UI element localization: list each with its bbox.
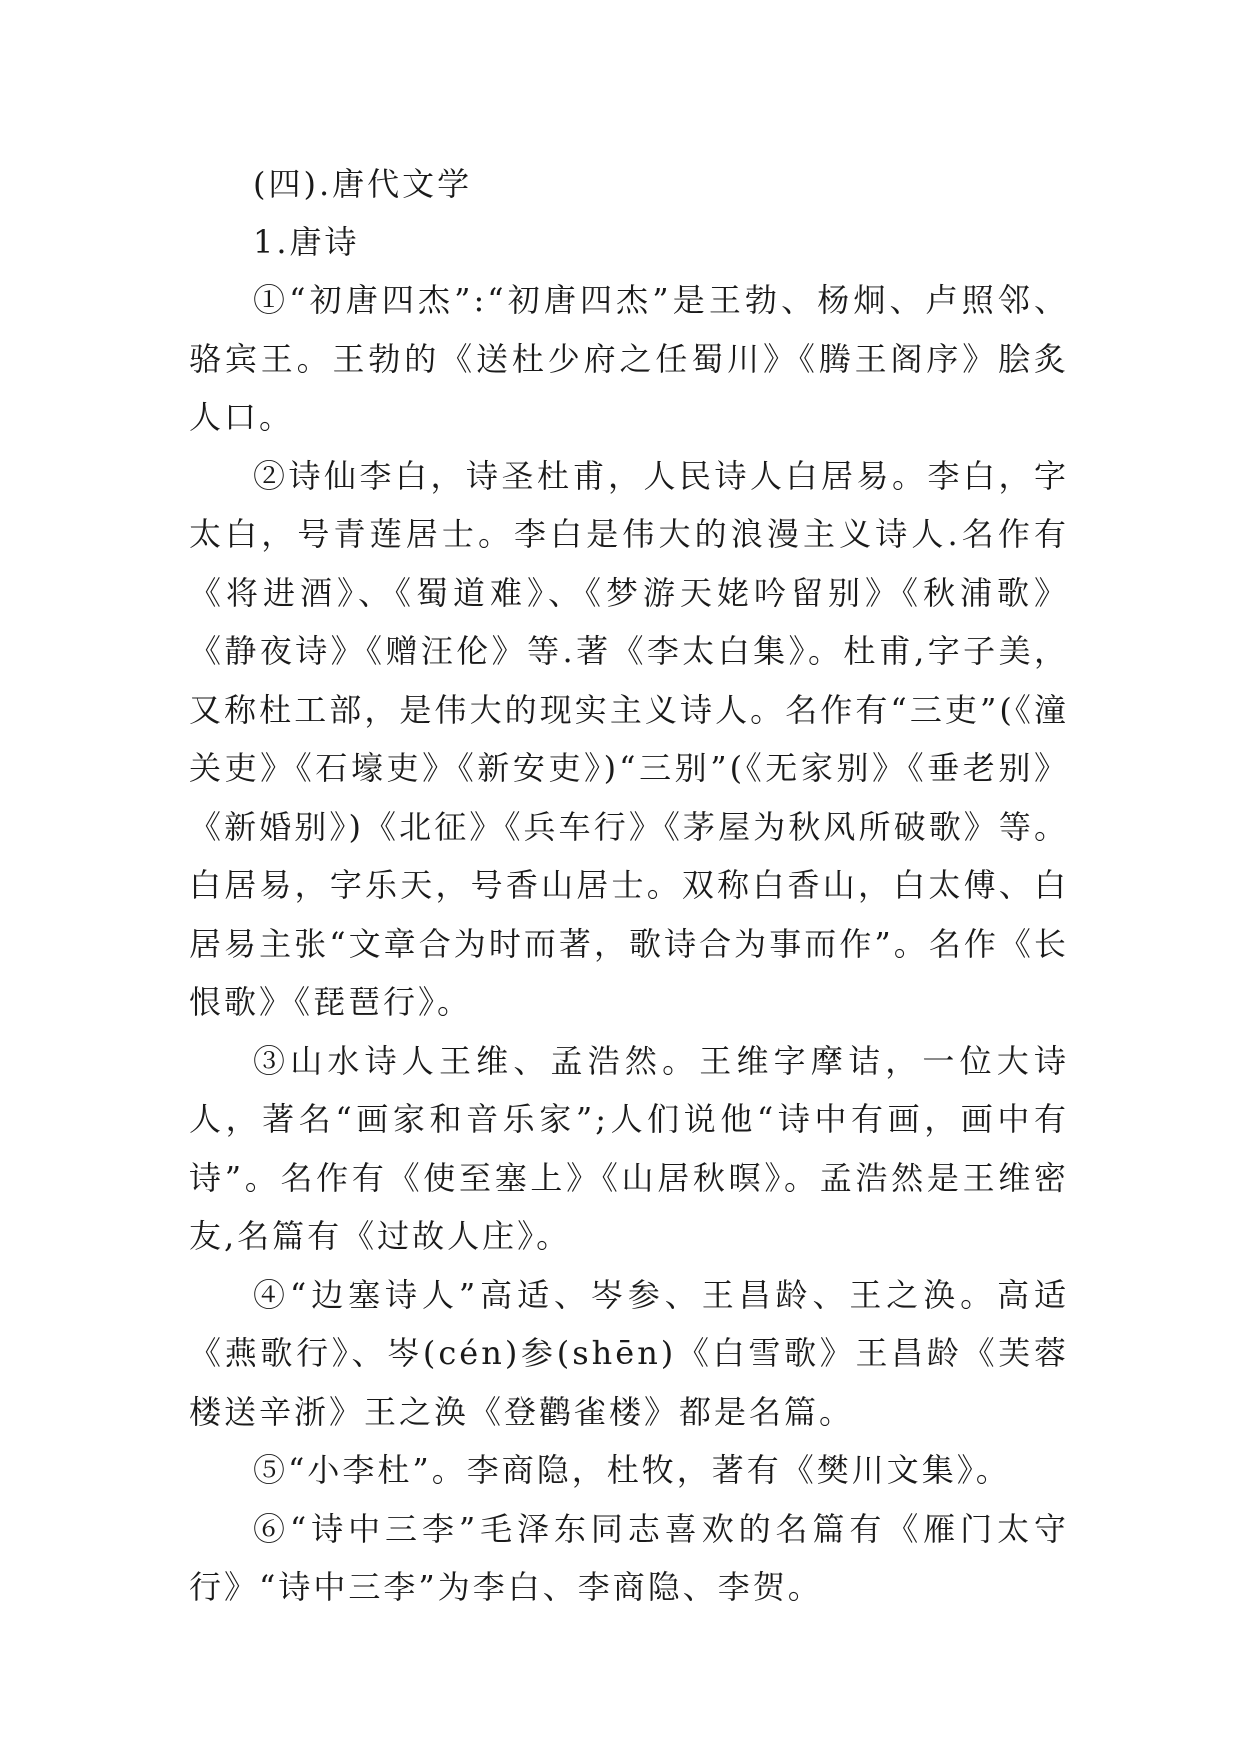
paragraph-6: ⑥“诗中三李”毛泽东同志喜欢的名篇有《雁门太守行》“诗中三李”为李白、李商隐、李贺。 [189,1509,1069,1606]
paragraph-5: ⑤“小李杜”。李商隐，杜牧，著有《樊川文集》。 [253,1451,1011,1489]
section-heading: (四).唐代文学 [253,165,473,203]
paragraph-2: ②诗仙李白，诗圣杜甫，人民诗人白居易。李白，字太白，号青莲居士。李白是伟大的浪漫主义诗人.名作有《将进酒》、《蜀道难》、《梦游天姥吟留别》《秋浦歌》《静夜诗》《赠汪伦》等.著《李太白集》。杜甫,字子美，又称杜工部，是伟大的现实主义诗人。名作有“三吏”(《潼关吏》《石壕吏》《新安吏》)“三别”(《无家别》《垂老别》《新婚别》)《北征》《兵车行》《茅屋为秋风所破歌》等。白居易，字乐天，号香山居士。双称白香山，白太傅、白居易主张“文章合为时而著，歌诗合为事而作”。名作《长恨歌》《琵琶行》。 [189,456,1069,1021]
paragraph-1: ①“初唐四杰”:“初唐四杰”是王勃、杨炯、卢照邻、骆宾王。王勃的《送杜少府之任蜀川》《腾王阁序》脍炙人口。 [189,281,1069,436]
paragraph-4: ④“边塞诗人”高适、岑参、王昌龄、王之涣。高适《燕歌行》、岑(cén)参(shēn)《白雪歌》王昌龄《芙蓉楼送辛浙》王之涣《登鹳雀楼》都是名篇。 [189,1275,1069,1431]
paragraph-3: ③山水诗人王维、孟浩然。王维字摩诘，一位大诗人，著名“画家和音乐家”;人们说他“诗中有画，画中有诗”。名作有《使至塞上》《山居秋暝》。孟浩然是王维密友,名篇有《过故人庄》。 [189,1041,1069,1255]
subsection-heading: 1.唐诗 [253,223,360,261]
document-page [189,155,1069,1617]
